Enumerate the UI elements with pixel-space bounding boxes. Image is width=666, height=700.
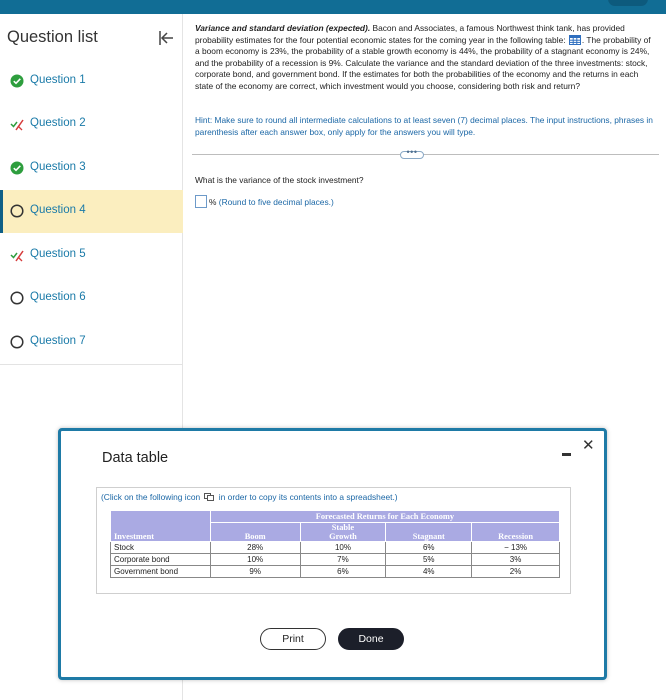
copy-note-end: in order to copy its contents into a spreadsheet.)	[216, 492, 398, 502]
minimize-icon[interactable]	[561, 448, 574, 461]
cell-stable: 6%	[300, 566, 386, 578]
more-options-label: •••	[406, 147, 418, 157]
cell-boom: 9%	[210, 566, 300, 578]
question-body-end: . The probability of a boom economy is 23%, the probability of a stable growth economy is 44%, the probability of a stagnant economy is 24%, and the probability of a recession is 9%. Calculate the variance and the standard deviation of the three investments: stock, corporate bond, and government bond. If the estimates for both the probabilities of the economy and the returns in each state of the economy are correct, which investment would you choose, considering both risk and return?	[195, 34, 651, 91]
cell-name: Corporate bond	[111, 554, 211, 566]
header-recession: Recession	[472, 523, 560, 542]
data-table-container	[96, 487, 571, 594]
sidebar-item-label: Question 4	[30, 204, 86, 216]
sidebar-item-label: Question 2	[30, 117, 86, 129]
sidebar-item-question-4[interactable]	[0, 190, 183, 233]
sidebar-title: Question list	[7, 28, 98, 46]
dialog-title: Data table	[102, 450, 169, 466]
question-text	[195, 23, 657, 93]
copy-note	[101, 492, 398, 502]
table-row	[111, 554, 560, 566]
top-bar	[0, 0, 666, 14]
copy-note-start: (Click on the following icon	[101, 492, 203, 502]
answer-input[interactable]	[195, 195, 207, 208]
empty-circle-icon	[10, 291, 24, 305]
sidebar-item-question-1[interactable]	[0, 60, 183, 103]
check-circle-icon	[10, 74, 24, 88]
cell-stagnant: 6%	[386, 542, 472, 554]
cell-boom: 28%	[210, 542, 300, 554]
cell-name: Government bond	[111, 566, 211, 578]
data-table-dialog	[58, 428, 607, 680]
cell-stagnant: 5%	[386, 554, 472, 566]
cell-stable: 10%	[300, 542, 386, 554]
header-group: Forecasted Returns for Each Economy	[210, 511, 559, 523]
answer-suffix	[209, 197, 334, 207]
question-title: Variance and standard deviation (expected).	[195, 23, 371, 33]
question-body-start: Bacon and Associates, a famous Northwest think tank, has provided probability estimates for the four potential economic states for the coming year in the following table:	[195, 23, 625, 45]
header-stable-line2: Growth	[329, 532, 357, 541]
header-stable-growth	[300, 523, 386, 542]
sidebar-item-question-3[interactable]	[0, 147, 183, 190]
sidebar-header	[0, 14, 183, 62]
collapse-left-icon[interactable]	[156, 28, 176, 48]
copy-spreadsheet-icon[interactable]	[204, 493, 214, 501]
sidebar-item-question-5[interactable]	[0, 234, 183, 277]
sidebar-item-question-7[interactable]	[0, 321, 183, 364]
cell-recession: − 13%	[472, 542, 560, 554]
sidebar-item-label: Question 6	[30, 291, 86, 303]
header-stable-line1: Stable	[331, 523, 355, 532]
table-row	[111, 542, 560, 554]
sub-question-text: What is the variance of the stock investment?	[195, 175, 364, 185]
check-circle-icon	[10, 161, 24, 175]
hint-text: Hint: Make sure to round all intermediate calculations to at least seven (7) decimal places. The input instructions, phrases in parenthesis after each answer box, only apply for the answers you will type.	[195, 115, 653, 137]
header-investment: Investment	[111, 511, 211, 542]
sidebar-item-question-6[interactable]	[0, 277, 183, 320]
close-button[interactable]: ✕	[582, 437, 595, 454]
cell-stable: 7%	[300, 554, 386, 566]
sidebar-item-label: Question 5	[30, 248, 86, 260]
sidebar-item-question-2[interactable]	[0, 103, 183, 146]
sidebar-item-label: Question 3	[30, 161, 86, 173]
partial-credit-icon	[10, 117, 24, 131]
header-stagnant: Stagnant	[386, 523, 472, 542]
top-bar-button[interactable]	[608, 0, 648, 6]
sidebar-item-label: Question 1	[30, 74, 86, 86]
table-row	[111, 566, 560, 578]
returns-table	[110, 510, 560, 578]
partial-credit-icon	[10, 248, 24, 262]
cell-boom: 10%	[210, 554, 300, 566]
print-button[interactable]: Print	[260, 628, 326, 650]
percent-sign: %	[209, 197, 217, 207]
table-grid-icon[interactable]	[569, 35, 581, 45]
done-button[interactable]: Done	[338, 628, 404, 650]
cell-name: Stock	[111, 542, 211, 554]
section-divider	[192, 154, 659, 155]
cell-recession: 2%	[472, 566, 560, 578]
more-options-button[interactable]	[400, 147, 424, 159]
answer-instruction: (Round to five decimal places.)	[218, 197, 334, 207]
empty-circle-icon	[10, 204, 24, 218]
sidebar-item-label: Question 7	[30, 335, 86, 347]
cell-stagnant: 4%	[386, 566, 472, 578]
cell-recession: 3%	[472, 554, 560, 566]
header-boom: Boom	[210, 523, 300, 542]
sidebar-divider	[0, 364, 183, 365]
empty-circle-icon	[10, 335, 24, 349]
